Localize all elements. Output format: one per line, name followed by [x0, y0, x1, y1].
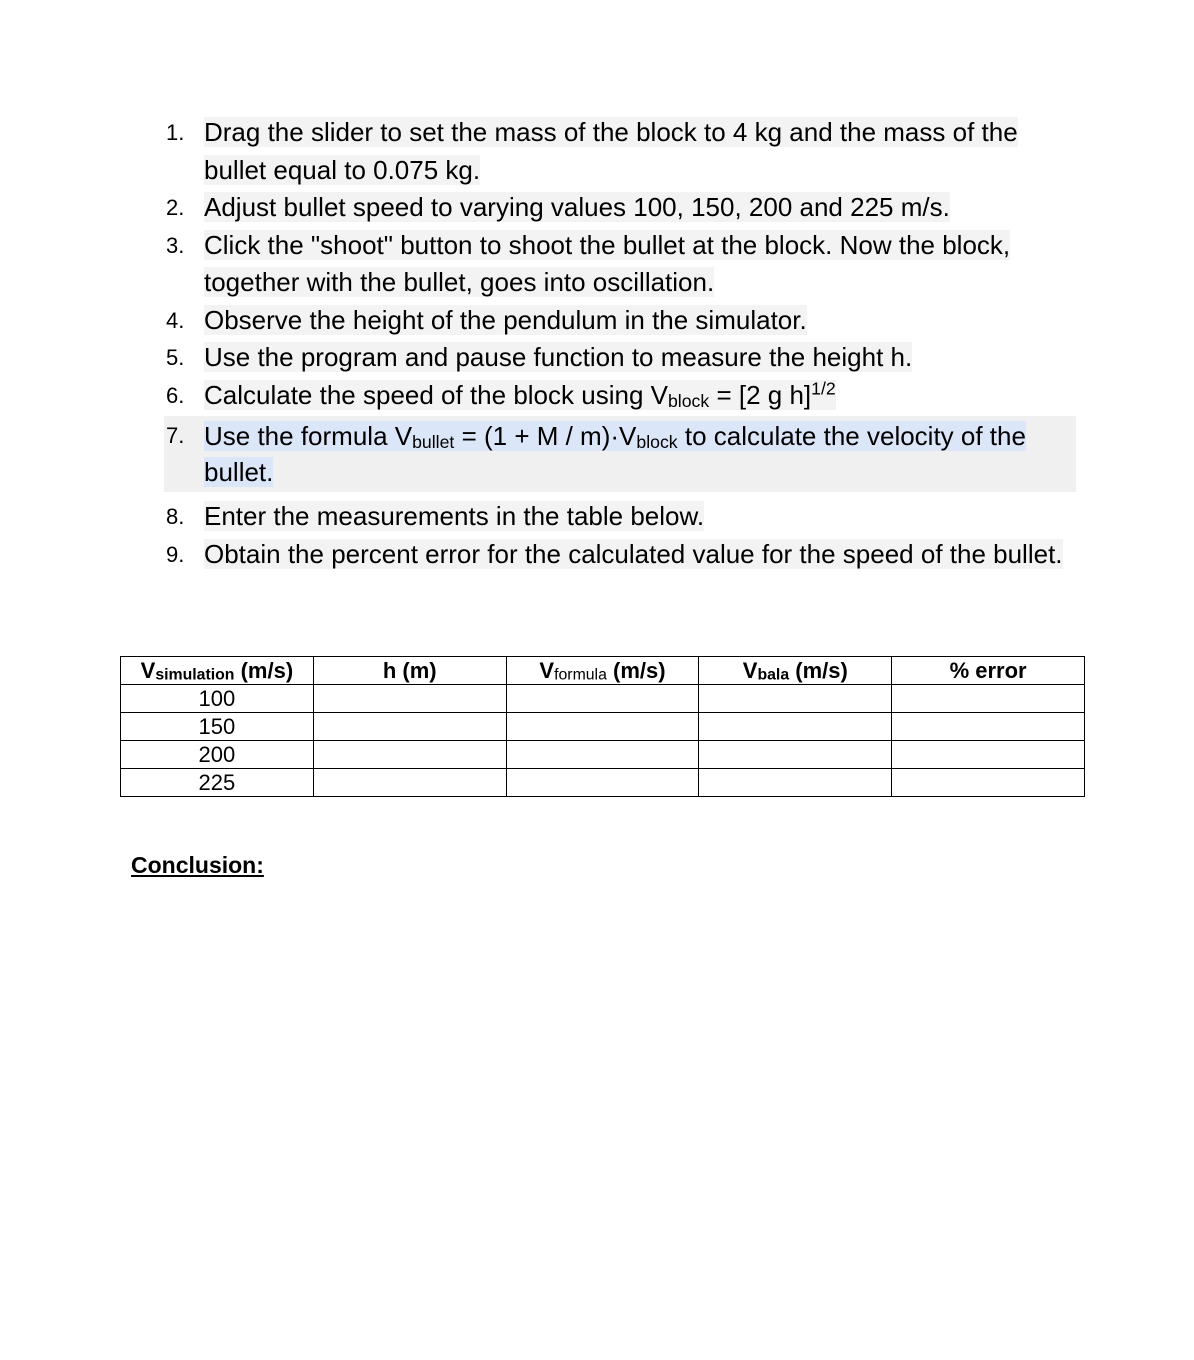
table-cell[interactable] — [699, 769, 892, 797]
header-subscript: simulation — [155, 666, 235, 684]
step-text: Obtain the percent error for the calculated value for the speed of the bullet. — [204, 538, 1063, 569]
step-number: 7. — [166, 423, 185, 448]
list-item — [164, 114, 1076, 189]
header-unit: (m/s) — [789, 658, 848, 683]
instruction-list — [164, 114, 1076, 573]
table-cell[interactable] — [313, 713, 506, 741]
subscript-block: block — [667, 390, 710, 411]
table-cell[interactable] — [892, 741, 1085, 769]
step-number: 8. — [166, 504, 185, 529]
step-number: 9. — [166, 541, 185, 567]
step-text: Observe the height of the pendulum in the simulator. — [204, 304, 807, 335]
column-header-percent-error — [892, 657, 1085, 685]
list-item — [164, 189, 1076, 227]
step-text — [204, 421, 1026, 487]
step-text-part: Use the formula V — [204, 421, 413, 451]
subscript-block: block — [636, 432, 678, 453]
step-text — [204, 377, 836, 411]
header-symbol: % error — [949, 658, 1027, 683]
column-header-v-simulation — [121, 657, 314, 685]
table-cell[interactable] — [506, 741, 699, 769]
header-subscript: formula — [554, 666, 607, 684]
subscript-bullet: bullet — [412, 432, 455, 453]
list-item — [164, 536, 1076, 574]
header-symbol: V — [539, 658, 555, 683]
header-unit: (m/s) — [606, 658, 666, 683]
table-cell[interactable] — [506, 685, 699, 713]
table-row — [121, 713, 1085, 741]
table-cell[interactable] — [699, 713, 892, 741]
step-text-part: Calculate the speed of the block using V — [204, 379, 668, 410]
conclusion-heading: Conclusion: — [131, 852, 264, 878]
list-item — [164, 339, 1076, 377]
header-symbol: V — [140, 658, 156, 683]
table-cell[interactable] — [313, 741, 506, 769]
column-header-v-formula — [506, 657, 699, 685]
step-number: 6. — [166, 382, 185, 408]
step-number: 1. — [166, 120, 185, 145]
table-cell[interactable] — [699, 741, 892, 769]
table-cell[interactable] — [506, 769, 699, 797]
superscript-exponent: 1/2 — [811, 377, 836, 398]
column-header-h — [313, 657, 506, 685]
table-cell: 225 — [121, 769, 314, 797]
header-unit: (m/s) — [234, 658, 294, 683]
step-text: Enter the measurements in the table below. — [204, 501, 705, 531]
table-row — [121, 741, 1085, 769]
table-row — [121, 769, 1085, 797]
step-number: 3. — [166, 232, 185, 258]
step-text: Drag the slider to set the mass of the block to 4 kg and the mass of the bullet equal to 0.075 kg. — [204, 117, 1018, 185]
step-text: Adjust bullet speed to varying values 100, 150, 200 and 225 m/s. — [204, 192, 950, 222]
list-item — [164, 302, 1076, 340]
list-item-selected — [164, 416, 1076, 492]
table-cell: 150 — [121, 713, 314, 741]
header-symbol: V — [742, 658, 758, 683]
list-item — [164, 377, 1076, 415]
table-cell[interactable] — [313, 685, 506, 713]
header-symbol: h (m) — [382, 658, 437, 683]
column-header-v-bala — [699, 657, 892, 685]
step-text-part: = (1 + M / m)·V — [454, 421, 637, 451]
step-text: Click the "shoot" button to shoot the bullet at the block. Now the block, together with the bullet, goes into oscillation. — [204, 229, 1011, 297]
table-cell: 100 — [121, 685, 314, 713]
step-number: 4. — [166, 307, 185, 333]
table-cell[interactable] — [313, 769, 506, 797]
step-number: 5. — [166, 345, 185, 370]
list-item — [164, 498, 1076, 536]
step-number: 2. — [166, 195, 185, 220]
table-cell[interactable] — [892, 769, 1085, 797]
table-row — [121, 685, 1085, 713]
table-cell: 200 — [121, 741, 314, 769]
step-text-part: to calculate the velocity of the bullet. — [204, 421, 1026, 487]
table-cell[interactable] — [506, 713, 699, 741]
table-cell[interactable] — [699, 685, 892, 713]
step-text: Use the program and pause function to measure the height h. — [204, 342, 913, 372]
list-item — [164, 227, 1076, 302]
step-text-part: = [2 g h] — [709, 379, 812, 410]
measurements-table — [120, 656, 1085, 797]
table-cell[interactable] — [892, 685, 1085, 713]
header-subscript: bala — [757, 666, 790, 684]
table-header-row — [121, 657, 1085, 685]
table-cell[interactable] — [892, 713, 1085, 741]
